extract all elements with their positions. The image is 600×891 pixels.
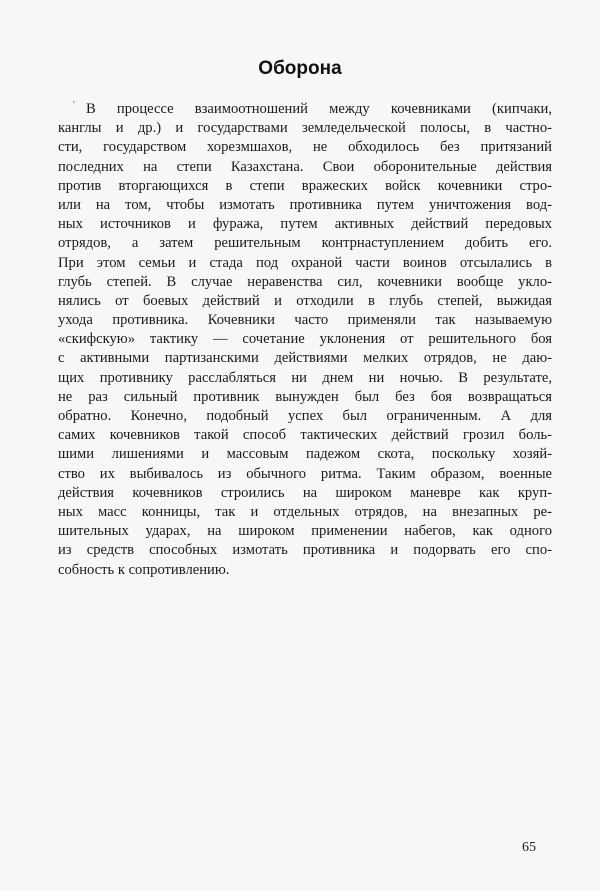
text-line: с активными партизанскими действиями мелких отрядов, не даю-	[58, 350, 552, 367]
text-line: ных масс конницы, так и отдельных отрядов, на внезапных ре-	[58, 503, 552, 520]
body-paragraph	[58, 100, 552, 580]
page-number: 65	[522, 840, 536, 855]
text-line: ство их выбивалось из обычного ритма. Таким образом, военные	[58, 465, 552, 482]
text-line: «скифскую» тактику — сочетание уклонения от решительного боя	[58, 331, 552, 348]
text-line: нялись от боевых действий и отходили в глубь степей, выжидая	[58, 292, 552, 309]
text-line: отрядов, а затем решительным контрнаступлением добить его.	[58, 235, 552, 252]
text-line: шими лишениями и массовым падежом скота, поскольку хозяй-	[58, 446, 552, 463]
text-line: против вторгающихся в степи вражеских войск кочевники стро-	[58, 177, 552, 194]
text-line: шительных ударах, на широком применении набегов, как одного	[58, 523, 552, 540]
text-line: из средств способных измотать противника и подорвать его спо-	[58, 542, 552, 559]
text-line: глубь степей. В случае неравенства сил, кочевники вообще укло-	[58, 273, 552, 290]
text-line: ухода противника. Кочевники часто применяли так называемую	[58, 312, 552, 329]
text-line: не раз сильный противник вынужден был без боя возвращаться	[58, 388, 552, 405]
text-line: щих противнику расслабляться ни днем ни ночью. В результате,	[58, 369, 552, 386]
text-line: действия кочевников строились на широком маневре как круп-	[58, 484, 552, 501]
text-line: При этом семьи и стада под охраной части воинов отсылались в	[58, 254, 552, 271]
text-line: собность к сопротивлению.	[58, 561, 230, 578]
section-heading: Оборона	[258, 58, 342, 79]
text-line: или на том, чтобы измотать противника путем уничтожения вод-	[58, 196, 552, 213]
text-line: сти, государством хорезмшахов, не обходилось без притязаний	[58, 139, 552, 156]
text-line: ных источников и фуража, путем активных действий передовых	[58, 216, 552, 233]
text-line: последних на степи Казахстана. Свои оборонительные действия	[58, 158, 552, 175]
text-line: самих кочевников такой способ тактических действий грозил боль-	[58, 427, 552, 444]
text-line: обратно. Конечно, подобный успех был ограниченным. А для	[58, 408, 552, 424]
margin-mark: '	[73, 100, 75, 111]
text-line: канглы и др.) и государствами земледельческой полосы, в частно-	[58, 120, 552, 137]
text-line: В процессе взаимоотношений между кочевниками (кипчаки,	[86, 101, 552, 117]
